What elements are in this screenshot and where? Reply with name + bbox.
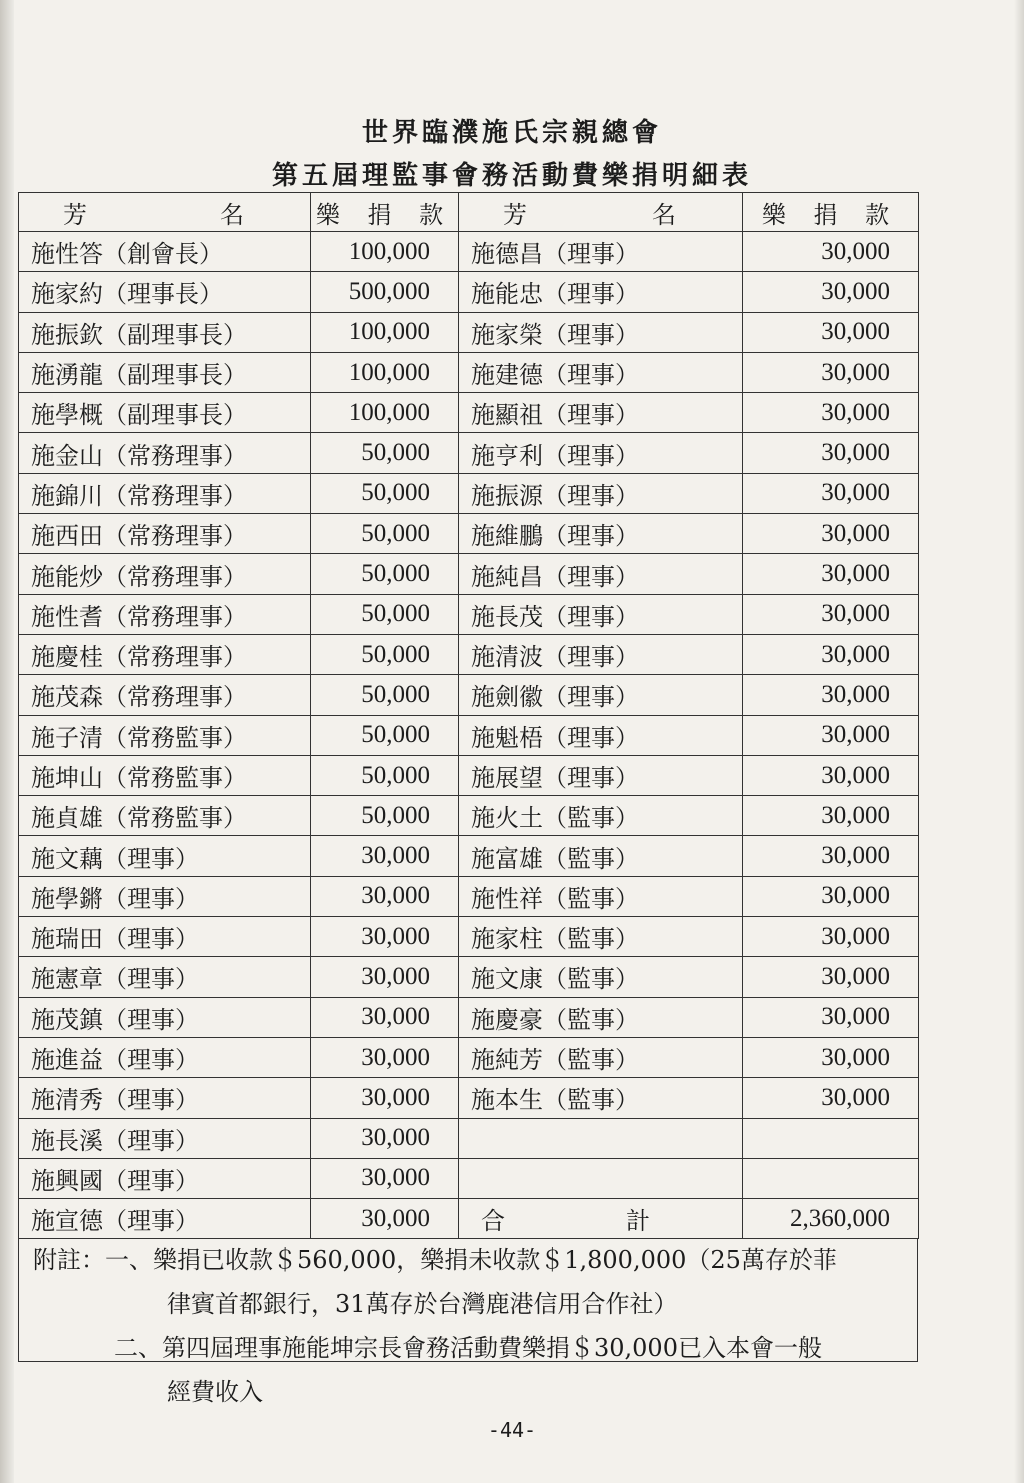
donation-amount-left: 50,000 bbox=[311, 594, 459, 634]
donor-name-left: 施興國（理事） bbox=[19, 1158, 311, 1198]
note-2: 二、第四屆理事施能坤宗長會務活動費樂捐＄30,000已入本會一般 bbox=[114, 1334, 822, 1362]
donor-name-right: 施家榮（理事） bbox=[459, 312, 743, 352]
total-label-char-b: 計 bbox=[626, 1207, 650, 1236]
donation-amount-left: 50,000 bbox=[311, 473, 459, 513]
donation-amount-right: 30,000 bbox=[743, 433, 919, 473]
table-row bbox=[19, 957, 919, 997]
donor-name-left: 施長溪（理事） bbox=[19, 1118, 311, 1158]
donation-amount-left: 30,000 bbox=[311, 1118, 459, 1158]
empty-cell bbox=[459, 1158, 743, 1198]
donation-amount-left: 30,000 bbox=[311, 957, 459, 997]
header-name-char-b: 名 bbox=[652, 200, 676, 229]
document-subtitle: 第五屆理監事會務活動費樂捐明細表 bbox=[271, 161, 752, 191]
donation-amount-right: 30,000 bbox=[743, 393, 919, 433]
donation-amount-right: 30,000 bbox=[743, 836, 919, 876]
donation-amount-left: 50,000 bbox=[311, 514, 459, 554]
table-row bbox=[19, 433, 919, 473]
donor-name-left: 施性答（創會長） bbox=[19, 232, 311, 272]
donor-name-left: 施學鏘（理事） bbox=[19, 876, 311, 916]
donor-name-left: 施子清（常務監事） bbox=[19, 715, 311, 755]
donation-amount-right: 30,000 bbox=[743, 312, 919, 352]
donation-amount-right: 30,000 bbox=[743, 352, 919, 392]
donation-amount-left: 30,000 bbox=[311, 1078, 459, 1118]
donor-name-left: 施憲章（理事） bbox=[19, 957, 311, 997]
donor-name-right: 施顯祖（理事） bbox=[459, 393, 743, 433]
table-row bbox=[19, 554, 919, 594]
donation-amount-left: 100,000 bbox=[311, 312, 459, 352]
donation-amount-right: 30,000 bbox=[743, 796, 919, 836]
donor-name-left: 施錦川（常務理事） bbox=[19, 473, 311, 513]
note-1: 附註：一、樂捐已收款＄560,000，樂捐未收款＄1,800,000（25萬存於菲 bbox=[33, 1246, 837, 1274]
donor-name-left: 施文藕（理事） bbox=[19, 836, 311, 876]
donation-amount-right: 30,000 bbox=[743, 917, 919, 957]
header-name-left bbox=[19, 193, 311, 232]
donation-amount-left: 30,000 bbox=[311, 1158, 459, 1198]
donation-amount-left: 30,000 bbox=[311, 1037, 459, 1077]
donation-amount-left: 100,000 bbox=[311, 232, 459, 272]
donor-name-right: 施展望（理事） bbox=[459, 755, 743, 795]
total-label-cell bbox=[459, 1199, 743, 1239]
table-row bbox=[19, 876, 919, 916]
donation-amount-right: 30,000 bbox=[743, 594, 919, 634]
donation-amount-right: 30,000 bbox=[743, 997, 919, 1037]
table-header-row bbox=[19, 193, 919, 232]
donation-amount-right: 30,000 bbox=[743, 675, 919, 715]
donor-name-left: 施金山（常務理事） bbox=[19, 433, 311, 473]
table-row bbox=[19, 836, 919, 876]
donation-amount-right: 30,000 bbox=[743, 232, 919, 272]
table-row bbox=[19, 1078, 919, 1118]
donor-name-right: 施亨利（理事） bbox=[459, 433, 743, 473]
table-row bbox=[19, 312, 919, 352]
donor-name-right: 施家柱（監事） bbox=[459, 917, 743, 957]
donor-name-left: 施坤山（常務監事） bbox=[19, 755, 311, 795]
table-row bbox=[19, 634, 919, 674]
donor-name-right: 施富雄（監事） bbox=[459, 836, 743, 876]
donation-amount-left: 100,000 bbox=[311, 352, 459, 392]
document-title: 世界臨濮施氏宗親總會 bbox=[361, 118, 662, 148]
donor-name-right: 施建德（理事） bbox=[459, 352, 743, 392]
header-name-char-a: 芳 bbox=[503, 200, 527, 229]
donor-name-right: 施純芳（監事） bbox=[459, 1037, 743, 1077]
donation-amount-right: 30,000 bbox=[743, 634, 919, 674]
empty-cell bbox=[743, 1158, 919, 1198]
donation-amount-right: 30,000 bbox=[743, 876, 919, 916]
donation-amount-left: 50,000 bbox=[311, 715, 459, 755]
donor-name-right: 施維鵬（理事） bbox=[459, 514, 743, 554]
table-row bbox=[19, 997, 919, 1037]
donor-name-right: 施純昌（理事） bbox=[459, 554, 743, 594]
notes-section bbox=[18, 1238, 918, 1406]
table-row bbox=[19, 1158, 919, 1198]
donor-name-right: 施魁梧（理事） bbox=[459, 715, 743, 755]
donor-name-right: 施本生（監事） bbox=[459, 1078, 743, 1118]
table-row bbox=[19, 272, 919, 312]
donor-name-left: 施茂鎮（理事） bbox=[19, 997, 311, 1037]
donor-name-right: 施劍徽（理事） bbox=[459, 675, 743, 715]
donation-amount-left: 30,000 bbox=[311, 876, 459, 916]
donation-amount-right: 30,000 bbox=[743, 1037, 919, 1077]
donation-amount-right: 30,000 bbox=[743, 755, 919, 795]
table-row bbox=[19, 715, 919, 755]
donation-amount-left: 30,000 bbox=[311, 917, 459, 957]
donation-amount-left: 50,000 bbox=[311, 796, 459, 836]
donation-amount-right: 30,000 bbox=[743, 957, 919, 997]
donor-name-left: 施湧龍（副理事長） bbox=[19, 352, 311, 392]
donation-amount-right: 30,000 bbox=[743, 715, 919, 755]
donation-amount-left: 30,000 bbox=[311, 836, 459, 876]
donation-amount-left: 100,000 bbox=[311, 393, 459, 433]
table-row bbox=[19, 1118, 919, 1158]
donor-name-left: 施貞雄（常務監事） bbox=[19, 796, 311, 836]
table-row bbox=[19, 594, 919, 634]
donation-amount-left: 50,000 bbox=[311, 554, 459, 594]
table-row bbox=[19, 675, 919, 715]
donor-name-left: 施能炒（常務理事） bbox=[19, 554, 311, 594]
table-row bbox=[19, 232, 919, 272]
donor-name-left: 施清秀（理事） bbox=[19, 1078, 311, 1118]
donor-name-left: 施進益（理事） bbox=[19, 1037, 311, 1077]
donation-amount-left: 500,000 bbox=[311, 272, 459, 312]
total-amount: 2,360,000 bbox=[743, 1199, 919, 1239]
donor-name-left: 施振欽（副理事長） bbox=[19, 312, 311, 352]
donation-amount-left: 30,000 bbox=[311, 1199, 459, 1239]
empty-cell bbox=[459, 1118, 743, 1158]
table-row bbox=[19, 514, 919, 554]
table-row bbox=[19, 473, 919, 513]
donation-amount-right: 30,000 bbox=[743, 514, 919, 554]
note-1-continued: 律賓首都銀行，31萬存於台灣鹿港信用合作社） bbox=[167, 1290, 678, 1318]
table-row bbox=[19, 352, 919, 392]
scan-binding-edge bbox=[0, 0, 14, 1483]
table-row bbox=[19, 1199, 919, 1239]
donor-name-left: 施西田（常務理事） bbox=[19, 514, 311, 554]
donor-name-left: 施性耆（常務理事） bbox=[19, 594, 311, 634]
donor-name-right: 施振源（理事） bbox=[459, 473, 743, 513]
header-name-char-a: 芳 bbox=[63, 200, 87, 229]
donor-name-left: 施瑞田（理事） bbox=[19, 917, 311, 957]
donation-amount-left: 50,000 bbox=[311, 675, 459, 715]
header-amount-right: 樂 捐 款 bbox=[743, 193, 919, 232]
header-name-right bbox=[459, 193, 743, 232]
donor-name-left: 施茂森（常務理事） bbox=[19, 675, 311, 715]
donor-name-right: 施慶豪（監事） bbox=[459, 997, 743, 1037]
donor-name-right: 施清波（理事） bbox=[459, 634, 743, 674]
donation-amount-left: 50,000 bbox=[311, 634, 459, 674]
total-label-char-a: 合 bbox=[481, 1207, 505, 1236]
donor-name-left: 施宣德（理事） bbox=[19, 1199, 311, 1239]
donor-name-left: 施慶桂（常務理事） bbox=[19, 634, 311, 674]
table-row bbox=[19, 796, 919, 836]
donation-amount-left: 50,000 bbox=[311, 433, 459, 473]
donation-amount-left: 30,000 bbox=[311, 997, 459, 1037]
header-name-char-b: 名 bbox=[220, 200, 244, 229]
donation-amount-right: 30,000 bbox=[743, 1078, 919, 1118]
donor-name-right: 施能忠（理事） bbox=[459, 272, 743, 312]
donation-table bbox=[18, 192, 919, 1239]
empty-cell bbox=[743, 1118, 919, 1158]
table-row bbox=[19, 393, 919, 433]
donor-name-right: 施長茂（理事） bbox=[459, 594, 743, 634]
donor-name-right: 施性祥（監事） bbox=[459, 876, 743, 916]
header-amount-left: 樂 捐 款 bbox=[311, 193, 459, 232]
donation-amount-right: 30,000 bbox=[743, 473, 919, 513]
table-row bbox=[19, 917, 919, 957]
scan-right-edge bbox=[1014, 0, 1024, 1483]
donor-name-right: 施德昌（理事） bbox=[459, 232, 743, 272]
donation-amount-right: 30,000 bbox=[743, 554, 919, 594]
donation-amount-left: 50,000 bbox=[311, 755, 459, 795]
donor-name-right: 施文康（監事） bbox=[459, 957, 743, 997]
donor-name-right: 施火土（監事） bbox=[459, 796, 743, 836]
table-row bbox=[19, 755, 919, 795]
table-row bbox=[19, 1037, 919, 1077]
donation-amount-right: 30,000 bbox=[743, 272, 919, 312]
note-2-continued: 經費收入 bbox=[167, 1378, 263, 1406]
donor-name-left: 施家約（理事長） bbox=[19, 272, 311, 312]
page-number: -44- bbox=[487, 1418, 537, 1442]
donor-name-left: 施學概（副理事長） bbox=[19, 393, 311, 433]
